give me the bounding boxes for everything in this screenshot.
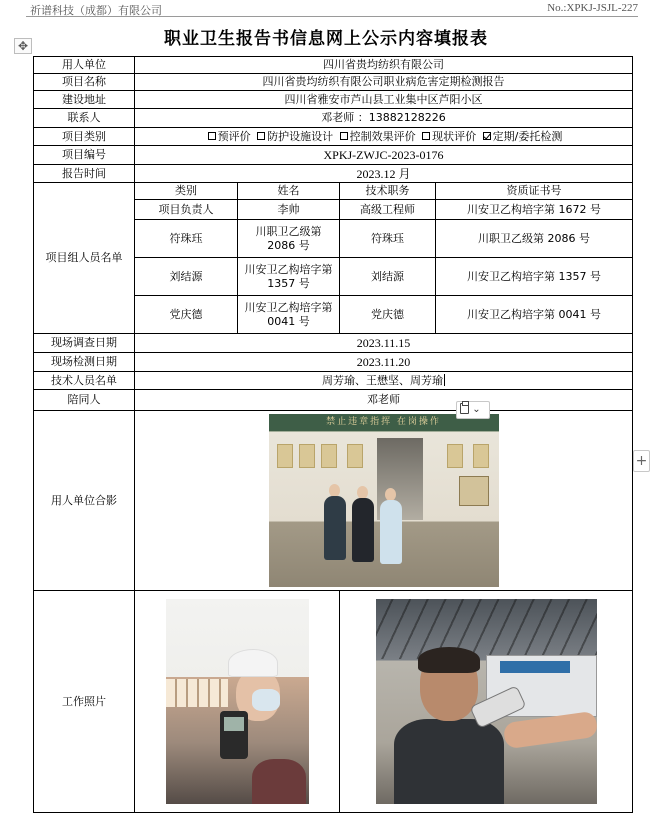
- team-cell[interactable]: 川职卫乙级第 2086 号: [238, 220, 340, 258]
- project-no-value[interactable]: XPKJ-ZWJC-2023-0176: [135, 146, 633, 165]
- text-cursor: [444, 374, 445, 386]
- team-cell[interactable]: 川安卫乙构培字第 0041 号: [238, 296, 340, 334]
- project-name-value[interactable]: 四川省贵均纺织有限公司职业病危害定期检测报告: [135, 74, 633, 91]
- photo-hand: [252, 759, 306, 804]
- photo-banner-sign: 禁止违章指挥 在岗操作: [269, 414, 499, 431]
- project-type-options: [135, 128, 633, 146]
- header-company: 祈谱科技（成都）有限公司: [30, 4, 162, 17]
- photo-machine-logo: [500, 661, 570, 673]
- escort-label: 陪同人: [34, 390, 135, 411]
- tech-staff-label: 技术人员名单: [34, 372, 135, 390]
- photo-notice-board: [459, 476, 489, 506]
- photo-person: [352, 498, 374, 562]
- option-protection-design[interactable]: 防护设施设计: [254, 130, 333, 143]
- team-cell[interactable]: 刘结源: [340, 258, 436, 296]
- checkbox-icon[interactable]: [340, 132, 348, 140]
- photo-worker-hair: [418, 647, 480, 673]
- work-photo-cell-2: [340, 591, 633, 813]
- team-cell[interactable]: 川安卫乙构培字第 1357 号: [238, 258, 340, 296]
- team-cell[interactable]: 符珠珏: [340, 220, 436, 258]
- move-icon: ✥: [17, 39, 29, 53]
- employer-label: 用人单位: [34, 57, 135, 74]
- photo-window: [473, 444, 489, 468]
- work-photo-cell-1: [135, 591, 340, 813]
- team-cell[interactable]: 川职卫乙级第 2086 号: [436, 220, 633, 258]
- team-cell[interactable]: 党庆德: [340, 296, 436, 334]
- option-control-effect[interactable]: 控制效果评价: [337, 130, 416, 143]
- photo-window: [277, 444, 293, 468]
- tech-staff-value: 周芳瑜、王懋坚、周芳瑜: [322, 373, 443, 387]
- chevron-down-icon: ⌄: [472, 404, 481, 415]
- team-cell[interactable]: 川安卫乙构培字第 1357 号: [436, 258, 633, 296]
- address-label: 建设地址: [34, 91, 135, 109]
- option-periodic-testing[interactable]: 定期/委托检测: [480, 130, 563, 143]
- add-column-button[interactable]: [633, 450, 650, 472]
- clipboard-icon: [460, 403, 469, 414]
- photo-window: [321, 444, 337, 468]
- tech-staff-cell[interactable]: [135, 372, 633, 390]
- report-time-value[interactable]: 2023.12 月: [135, 165, 633, 183]
- photo-person: [324, 496, 346, 560]
- test-date-label: 现场检测日期: [34, 353, 135, 372]
- photo-worker-body: [394, 719, 504, 804]
- team-cell[interactable]: 川安卫乙构培字第 0041 号: [436, 296, 633, 334]
- project-name-label: 项目名称: [34, 74, 135, 91]
- team-cell[interactable]: 川安卫乙构培字第 1672 号: [436, 200, 633, 220]
- checkbox-icon[interactable]: [422, 132, 430, 140]
- team-header-category: 类别: [135, 183, 238, 200]
- team-cell[interactable]: 高级工程师: [340, 200, 436, 220]
- survey-date-label: 现场调查日期: [34, 334, 135, 353]
- team-label: 项目组人员名单: [34, 183, 135, 334]
- photo-roof-truss: [376, 599, 597, 659]
- photo-person: [380, 500, 402, 564]
- checkbox-icon[interactable]: [257, 132, 265, 140]
- photo-worker-cap: [228, 649, 278, 677]
- team-cell[interactable]: 符珠珏: [135, 220, 238, 258]
- team-cell[interactable]: 李帅: [238, 200, 340, 220]
- test-date-value[interactable]: 2023.11.20: [135, 353, 633, 372]
- checked-checkbox-icon[interactable]: [483, 132, 491, 140]
- group-photo[interactable]: [269, 414, 499, 587]
- team-header-certificate: 资质证书号: [436, 183, 633, 200]
- employer-value[interactable]: 四川省贵均纺织有限公司: [135, 57, 633, 74]
- project-type-label: 项目类别: [34, 128, 135, 146]
- project-no-label: 项目编号: [34, 146, 135, 165]
- report-time-label: 报告时间: [34, 165, 135, 183]
- team-cell[interactable]: 项目负责人: [135, 200, 238, 220]
- address-value[interactable]: 四川省雅安市芦山县工业集中区芦阳小区: [135, 91, 633, 109]
- photo-window: [347, 444, 363, 468]
- photo-meter-screen: [224, 717, 244, 731]
- work-photo-label: 工作照片: [34, 591, 135, 813]
- work-photo-machine[interactable]: [376, 599, 597, 804]
- page-title: 职业卫生报告书信息网上公示内容填报表: [164, 29, 488, 49]
- photo-window: [299, 444, 315, 468]
- survey-date-value[interactable]: 2023.11.15: [135, 334, 633, 353]
- header-rule: [26, 16, 638, 17]
- escort-value[interactable]: 邓老师: [135, 390, 633, 411]
- group-photo-cell: [135, 411, 633, 591]
- contact-value[interactable]: 邓老师 ：13882128226: [135, 109, 633, 128]
- group-photo-label: 用人单位合影: [34, 411, 135, 591]
- work-photo-textile[interactable]: [166, 599, 309, 804]
- team-cell[interactable]: 刘结源: [135, 258, 238, 296]
- option-status-evaluation[interactable]: 现状评价: [419, 130, 476, 143]
- photo-yarn-spools: [166, 679, 228, 707]
- disclosure-table: [33, 56, 633, 813]
- plus-icon: +: [635, 453, 648, 469]
- checkbox-icon[interactable]: [208, 132, 216, 140]
- header-doc-number: No.:XPKJ-JSJL-227: [547, 2, 638, 14]
- photo-worker-mask: [252, 689, 280, 711]
- paste-options-button[interactable]: [456, 401, 490, 419]
- photo-window: [447, 444, 463, 468]
- team-cell[interactable]: 党庆德: [135, 296, 238, 334]
- team-header-name: 姓名: [238, 183, 340, 200]
- team-header-title: 技术职务: [340, 183, 436, 200]
- option-pre-evaluation[interactable]: 预评价: [205, 130, 251, 143]
- contact-label: 联系人: [34, 109, 135, 128]
